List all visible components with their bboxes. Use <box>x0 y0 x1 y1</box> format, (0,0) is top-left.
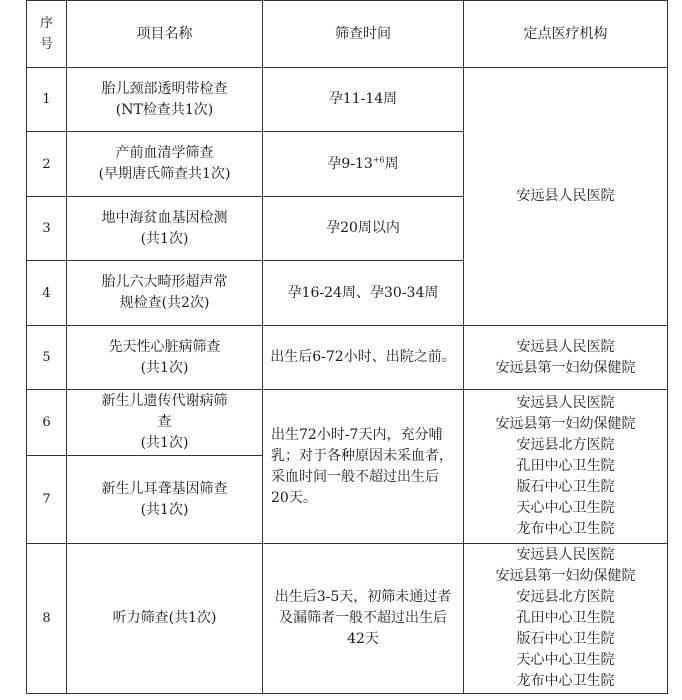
row-name: 先天性心脏病筛查 (共1次) <box>67 326 263 390</box>
row-time <box>263 132 464 197</box>
row-seq: 6 <box>27 390 67 456</box>
header-seq: 序 号 <box>27 1 67 68</box>
header-row <box>27 1 668 68</box>
row-institution: 安远县人民医院 <box>464 68 668 326</box>
row-seq: 8 <box>27 544 67 694</box>
row-seq: 4 <box>27 261 67 326</box>
table-row <box>27 68 668 132</box>
row-seq: 2 <box>27 132 67 197</box>
row-name: 新生儿遗传代谢病筛 查 (共1次) <box>67 390 263 456</box>
row-institution: 安远县人民医院 安远县第一妇幼保健院 安远县北方医院 孔田中心卫生院 版石中心卫生院 天心中心卫生院 龙布中心卫生院 <box>464 390 668 544</box>
row-time: 出生72小时-7天内，充分哺 乳；对于各种原因未采血者， 采血时间一般不超过出生后 20天。 <box>263 390 464 544</box>
row-institution: 安远县人民医院 安远县第一妇幼保健院 安远县北方医院 孔田中心卫生院 版石中心卫生院 天心中心卫生院 龙布中心卫生院 <box>464 544 668 694</box>
row-name: 胎儿六大畸形超声常 规检查(共2次) <box>67 261 263 326</box>
row-name: 新生儿耳聋基因筛查 (共1次) <box>67 456 263 544</box>
row-seq: 7 <box>27 456 67 544</box>
table-row <box>27 326 668 390</box>
header-institution: 定点医疗机构 <box>464 1 668 68</box>
row-name: 产前血清学筛查 (早期唐氏筛查共1次) <box>67 132 263 197</box>
row-seq: 1 <box>27 68 67 132</box>
row-time: 孕16-24周、孕30-34周 <box>263 261 464 326</box>
header-time: 筛查时间 <box>263 1 464 68</box>
header-name: 项目名称 <box>67 1 263 68</box>
screening-table <box>26 0 668 694</box>
time-main: 孕9-13 <box>327 155 373 172</box>
row-name: 地中海贫血基因检测 (共1次) <box>67 197 263 261</box>
time-sup: +6 <box>372 154 385 164</box>
row-time: 出生后6-72小时、出院之前。 <box>263 326 464 390</box>
row-institution: 安远县人民医院 安远县第一妇幼保健院 <box>464 326 668 390</box>
row-seq: 5 <box>27 326 67 390</box>
row-time: 孕20周以内 <box>263 197 464 261</box>
row-name: 听力筛查(共1次) <box>67 544 263 694</box>
row-seq: 3 <box>27 197 67 261</box>
table-row <box>27 390 668 456</box>
row-name: 胎儿颈部透明带检查 (NT检查共1次) <box>67 68 263 132</box>
row-time: 孕11-14周 <box>263 68 464 132</box>
row-time: 出生后3-5天，初筛未通过者 及漏筛者一般不超过出生后 42天 <box>263 544 464 694</box>
time-suffix: 周 <box>384 155 399 172</box>
table-row <box>27 544 668 694</box>
